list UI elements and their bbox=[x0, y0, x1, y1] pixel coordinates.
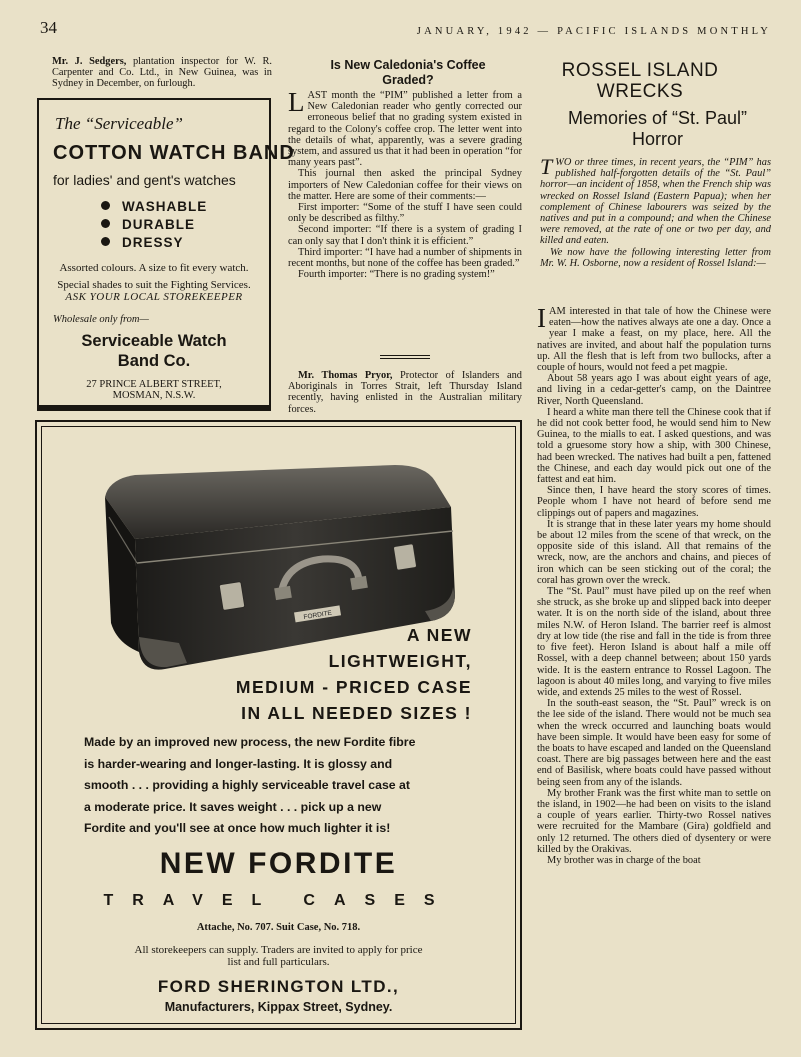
pryor-name: Mr. Thomas Pryor, bbox=[298, 370, 393, 381]
ad-tagline: The “Serviceable” bbox=[55, 114, 183, 133]
intro-paragraph: We now have the following interesting letter from Mr. W. H. Osborne, now a resident of Rossel Island:— bbox=[540, 246, 771, 269]
article-paragraph: Second importer: “If there is a system of grading I can only say that I don't think it is efficient.” bbox=[288, 224, 522, 247]
page-header bbox=[40, 18, 771, 42]
ad-headline-2: LIGHTWEIGHT, bbox=[328, 651, 472, 671]
sedgers-name: Mr. J. Sedgers, bbox=[52, 56, 127, 67]
feature-item: WASHABLE bbox=[101, 198, 255, 216]
pryor-note bbox=[288, 370, 522, 415]
article-paragraph: This journal then asked the principal Sydney importers of New Caledonian coffee for their views on the matter. Here are some of their comments:— bbox=[288, 168, 522, 202]
ad-wholesale: Wholesale only from— bbox=[53, 313, 149, 325]
article-paragraph: Third importer: “I have had a number of shipments in recent months, but none of the coffee has been graded.” bbox=[288, 246, 522, 270]
article-paragraph: It is strange that in these later years my home should be about 12 miles from the scene of that wreck, on the opposite side of this island. All that remains of the wreck, now, are the anchors and chains, and pieces of iron which can be seen sticking out of the coral; the coral has grown over the wreck. bbox=[537, 518, 771, 586]
feature-list bbox=[101, 198, 255, 252]
feature-item: DRESSY bbox=[101, 234, 255, 252]
article-paragraph: LAST month the “PIM” published a letter from a New Caledonian reader who gently corrected our erroneous belief that no grading system existed in regard to the Colony's coffee crop. The letter went into the details of what, apparently, was a severe grading system, and assured us that it had been in operation “for many years past”. bbox=[288, 87, 522, 169]
fordite-travel-case-ad bbox=[35, 420, 522, 1030]
rossel-subtitle: Memories of “St. Paul” Horror bbox=[567, 108, 748, 149]
case-brand-label: FORDITE bbox=[303, 609, 333, 622]
pryor-text: Protector of Islanders and Aboriginals in Torres Strait, left Thursday Island recently, having enlisted in the Australian military forces. bbox=[288, 370, 522, 415]
article-paragraph: Since then, I have heard the story scores of times. People whom I have not heard of before send me clippings out of papers and magazines. bbox=[537, 485, 771, 519]
ad-headline-3: MEDIUM - PRICED CASE bbox=[235, 677, 472, 697]
article-paragraph: In the south-east season, the “St. Paul” wreck is on the lee side of the island. There would not be much sea when the wreck occurred and launching boats would have been simple. It would have been easy for some of the boats to have escaped and landed on the Queensland coast. There are big passages between here and the east end of Basilisk, where boats could have passed without being seen from any of the islands. bbox=[537, 698, 771, 788]
ad-maker-address: Manufacturers, Kippax Street, Sydney. bbox=[164, 1000, 393, 1014]
ad-headline-1: A NEW bbox=[406, 625, 472, 645]
article-paragraph: My brother Frank was the first white man to settle on the island, in 1902—he had been on visits to the island a couple of years earlier. Thirty-two Rossel natives were recruited for the Mambare (Gira) goldfield and only 12 returned. The others died of dysentery or were killed by the Orakivas. bbox=[537, 787, 771, 855]
feature-item: DURABLE bbox=[101, 216, 255, 234]
drop-cap: L bbox=[288, 87, 305, 117]
intro-paragraph: TWO or three times, in recent years, the “PIM” has published half-forgotten details of the “St. Paul” horror—an incident of 1858, when the French ship was wrecked on Rossel Island (Eastern Papua); when her complement of Chinese labourers was seized by the natives and put in a compound; and when the Chinese were removed, at the rate of one or two per day, and killed and eaten. bbox=[540, 154, 771, 247]
ad-company: Serviceable Watch Band Co. bbox=[81, 331, 227, 370]
rossel-title: ROSSEL ISLAND WRECKS bbox=[561, 60, 719, 102]
caledonia-article bbox=[288, 87, 522, 281]
ad-maker: FORD SHERINGTON LTD., bbox=[157, 977, 400, 996]
ad-subtitle: for ladies' and gent's watches bbox=[53, 172, 236, 188]
divider bbox=[380, 358, 430, 359]
ad-travel-cases: TRAVEL CASES bbox=[103, 892, 454, 909]
rossel-intro bbox=[540, 154, 771, 269]
article-paragraph: Fourth importer: “There is no grading system!” bbox=[298, 269, 495, 281]
ad-body-copy: Made by an improved new process, the new Fordite fibre is harder-wearing and longer-lasting. It is glossy and smooth . . . providing a highly serviceable travel case at a moderate price. It saves weight . . . pick up a new Fordite and you'll see at once how much lighter it is! bbox=[84, 735, 416, 836]
ad-assorted: Assorted colours. A size to fit every watch. bbox=[59, 262, 249, 274]
article-paragraph: First importer: “Some of the stuff I have seen could only be described as filthy.” bbox=[288, 202, 522, 225]
divider bbox=[380, 355, 430, 356]
article-paragraph: The “St. Paul” must have piled up on the reef when she struck, as she broke up and slipped back into deeper water. It is on the north side of the island, about three miles N.W. of Heron Island. The barrier reef is almost dry at low tide (the rise and fall in the tide is from three to five feet). Heron Island is about half a mile off Rossel, with a deep channel between; about 150 yards wide. It is the eastern entrance to Rossel Lagoon. The lagoon is about 40 miles long, and varying to five miles wide, and extends 25 miles to the west of Rossel. bbox=[537, 586, 771, 698]
ad-bottom-bar bbox=[37, 405, 271, 411]
bullet-icon bbox=[101, 237, 110, 246]
ad-special: Special shades to suit the Fighting Services. bbox=[57, 278, 251, 291]
article-paragraph: I heard a white man there tell the Chinese cook that if he did not cook better food, he would send him to New Guinea, to the mialls to eat. I asked questions, and was told a gruesome story how a ship, with 300 Chinese, had been wrecked. The natives had built a pen, fattened the Chinese, and each day would pick out one of the fattest and eat him. bbox=[537, 406, 771, 486]
ad-title: COTTON WATCH BAND bbox=[53, 142, 295, 164]
bullet-icon bbox=[101, 219, 110, 228]
drop-cap: T bbox=[540, 154, 553, 179]
running-head: JANUARY, 1942 — PACIFIC ISLANDS MONTHLY bbox=[416, 26, 771, 37]
article-paragraph: IAM interested in that tale of how the Chinese were eaten—how the natives always ate one a day. Once a year I make a feast, on my place, here. All the natives are invited, and about half the population turns up. All the flesh that is left from two bullocks, after a couple of hours, would not feed a pet magpie. bbox=[537, 303, 771, 374]
ad-headline-4: IN ALL NEEDED SIZES ! bbox=[241, 703, 472, 723]
serviceable-watch-band-ad bbox=[37, 98, 295, 409]
ad-ask: ASK YOUR LOCAL STOREKEEPER bbox=[65, 291, 243, 303]
ad-brand: NEW FORDITE bbox=[159, 847, 398, 880]
article-paragraph: About 58 years ago I was about eight years of age, and living in a cedar-getter's camp, on the Daintree River, North Queensland. bbox=[537, 373, 771, 407]
drop-cap: I bbox=[537, 303, 546, 333]
ad-address: 27 PRINCE ALBERT STREET, MOSMAN, N.S.W. bbox=[86, 378, 222, 401]
page-number: 34 bbox=[40, 18, 57, 37]
sedgers-text: plantation inspector for W. R. Carpenter and Co. Ltd., in New Guinea, was in Sydney in December, on furlough. bbox=[52, 56, 273, 90]
sedgers-note bbox=[52, 56, 272, 90]
ad-storekeepers: All storekeepers can supply. Traders are invited to apply for price list and full particulars. bbox=[134, 944, 423, 968]
caledonia-title: Is New Caledonia's Coffee Graded? bbox=[330, 58, 486, 87]
rossel-body bbox=[537, 303, 771, 866]
ad-models: Attache, No. 707. Suit Case, No. 718. bbox=[196, 922, 361, 933]
article-paragraph: My brother was in charge of the boat bbox=[547, 854, 701, 866]
bullet-icon bbox=[101, 201, 110, 210]
